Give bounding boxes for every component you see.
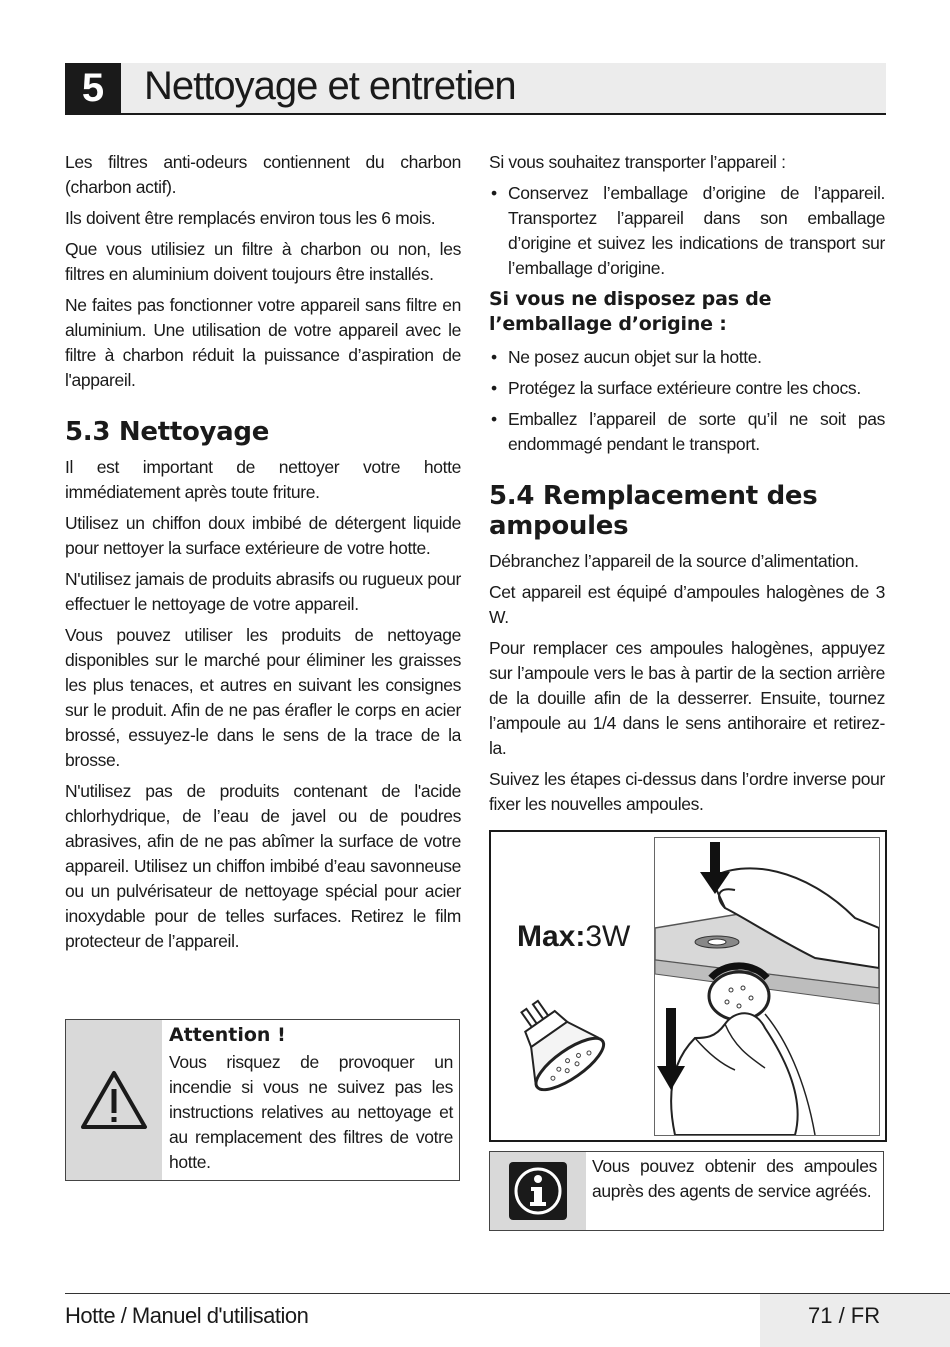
paragraph: Les filtres anti-odeurs contiennent du charbon (charbon actif). (65, 152, 461, 197)
left-column (65, 150, 461, 960)
info-box (489, 1151, 884, 1231)
paragraph: Ils doivent être remplacés environ tous les 6 mois. (65, 208, 436, 228)
right-column (489, 150, 885, 823)
max-label: Max: (517, 920, 586, 953)
transport-list (489, 181, 885, 281)
no-packaging-title: Si vous ne disposez pas de l’emballage d’origine : (489, 288, 772, 335)
warning-text (169, 1022, 453, 1175)
paragraph: Pour remplacer ces ampoules halogènes, appuyez sur l’ampoule vers le bas à partir de la section arrière de la douille afin de la desserrer. Ensuite, tournez l’ampoule au 1/4 dans le sens antihoraire et retirez-la. (489, 638, 885, 758)
info-icon (509, 1162, 567, 1220)
hood-illustration (654, 837, 880, 1136)
halogen-bulb-icon (499, 992, 627, 1102)
chapter-title: Nettoyage et entretien (144, 64, 516, 108)
paragraph: N'utilisez jamais de produits abrasifs ou rugueux pour effectuer le nettoyage de votre appareil. (65, 569, 461, 614)
list-item: • Conservez l’emballage d’origine de l’appareil. Transportez l’appareil dans son emballage d’origine et suivez les indications de transport sur l’emballage d’origine. (489, 181, 885, 281)
paragraph: Utilisez un chiffon doux imbibé de détergent liquide pour nettoyer la surface extérieure de votre hotte. (65, 513, 461, 558)
chapter-number: 5 (65, 63, 121, 113)
paragraph: N'utilisez pas de produits contenant de l'acide chlorhydrique, de l’eau de javel ou de poudres abrasives, afin de ne pas abîmer la surface de votre appareil. Utilisez un chiffon imbibé d’eau savonneuse ou un pulvérisateur de nettoyage spécial pour acier inoxydable pour de telles surfaces. Retirez le film protecteur de l’appareil. (65, 781, 461, 951)
paragraph: Vous pouvez utiliser les produits de nettoyage disponibles sur le marché pour éliminer les graisses les plus tenaces, et autres en suivant les consignes sur le produit. Afin de ne pas érafler le corps en acier brossé, essuyez-le dans le sens de la trace de la brosse. (65, 625, 461, 770)
paragraph: Débranchez l’appareil de la source d’alimentation. (489, 551, 859, 571)
paragraph: Que vous utilisiez un filtre à charbon ou non, les filtres en aluminium doivent toujours être installés. (65, 239, 461, 284)
warning-title: Attention ! (169, 1024, 286, 1046)
section-title-ampoules: 5.4 Remplacement des ampoules (489, 481, 818, 541)
list-item: • Protégez la surface extérieure contre les chocs. (489, 376, 885, 401)
max-value: 3W (585, 920, 631, 953)
hand-removing-bulb-illustration (655, 838, 879, 1135)
paragraph: Ne faites pas fonctionner votre appareil sans filtre en aluminium. Une utilisation de votre appareil avec le filtre à charbon réduit la puissance d’aspiration de l'appareil. (65, 295, 461, 390)
page-number: 71 / FR (760, 1294, 950, 1347)
section-title-nettoyage: 5.3 Nettoyage (65, 417, 270, 447)
info-icon-panel (490, 1152, 586, 1230)
paragraph: Si vous souhaitez transporter l’appareil : (489, 152, 786, 172)
warning-triangle-icon (79, 1069, 149, 1131)
paragraph: Il est important de nettoyer votre hotte immédiatement après toute friture. (65, 457, 461, 502)
bulb-replacement-figure (489, 830, 887, 1142)
info-text: Vous pouvez obtenir des ampoules auprès des agents de service agréés. (592, 1156, 877, 1201)
max-wattage-label (517, 920, 630, 954)
warning-body: Vous risquez de provoquer un incendie si vous ne suivez pas les instructions relatives au nettoyage et au remplacement des filtres de votre hotte. (169, 1052, 453, 1172)
paragraph: Cet appareil est équipé d’ampoules halogènes de 3 W. (489, 582, 885, 627)
warning-box (65, 1019, 460, 1181)
warning-icon-panel (66, 1020, 162, 1180)
footer-manual-title: Hotte / Manuel d'utilisation (65, 1303, 309, 1328)
paragraph: Suivez les étapes ci-dessus dans l’ordre inverse pour fixer les nouvelles ampoules. (489, 769, 885, 814)
no-packaging-list (489, 345, 885, 457)
list-item: • Emballez l’appareil de sorte qu’il ne soit pas endommagé pendant le transport. (489, 407, 885, 457)
list-item: • Ne posez aucun objet sur la hotte. (489, 345, 885, 370)
